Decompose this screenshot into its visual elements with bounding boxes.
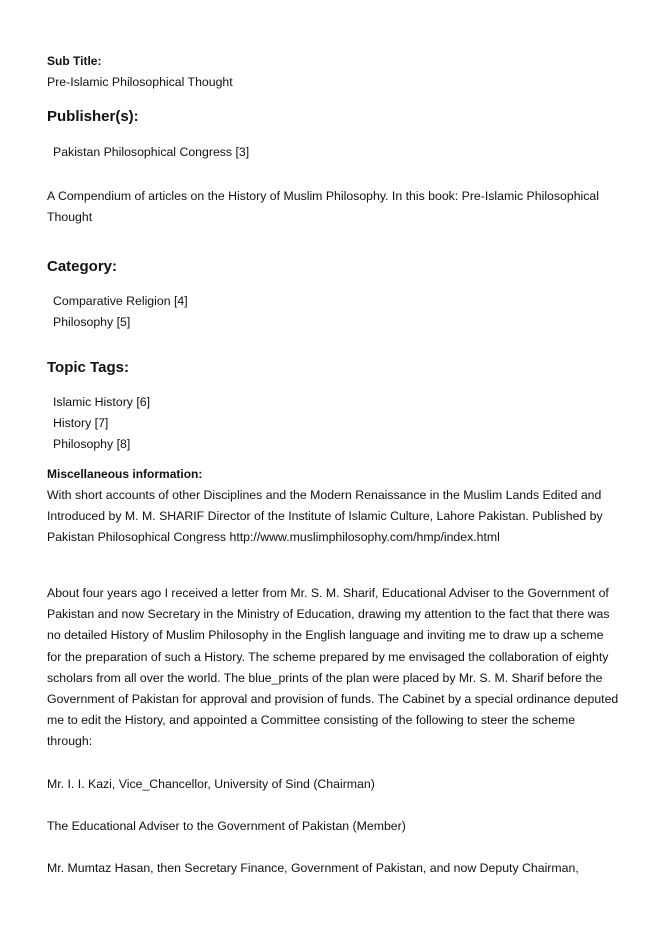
topic-tags-heading: Topic Tags: [47, 359, 129, 376]
publisher-link[interactable]: Pakistan Philosophical Congress [3] [53, 145, 250, 159]
subtitle-label: Sub Title: [47, 54, 102, 68]
topic-tag-link[interactable]: Islamic History [6] [53, 395, 151, 409]
book-description: A Compendium of articles on the History of Muslim Philosophy. In this book: Pre-Islamic Philosophical Thought [47, 189, 600, 225]
category-link[interactable]: Philosophy [5] [53, 315, 131, 329]
category-heading: Category: [47, 258, 118, 275]
topic-tag-link[interactable]: History [7] [53, 416, 109, 430]
committee-member: The Educational Adviser to the Government of Pakistan (Member) [47, 819, 406, 833]
misc-info-text: With short accounts of other Disciplines and the Modern Renaissance in the Muslim Lands Edited and Introduced by M. M. SHARIF Director of the Institute of Islamic Culture, Lahore Pakistan. Published by Pakistan Philosophical Congress http://www.muslimphilosophy.com/hmp/index.html [47, 488, 603, 545]
topic-tag-link[interactable]: Philosophy [8] [53, 437, 131, 451]
subtitle-value: Pre-Islamic Philosophical Thought [47, 75, 233, 89]
misc-info-heading: Miscellaneous information: [47, 467, 203, 481]
publishers-heading: Publisher(s): [47, 108, 139, 125]
committee-member: Mr. I. I. Kazi, Vice_Chancellor, University of Sind (Chairman) [47, 777, 375, 791]
category-link[interactable]: Comparative Religion [4] [53, 294, 188, 308]
committee-member: Mr. Mumtaz Hasan, then Secretary Finance, Government of Pakistan, and now Deputy Chairman, [47, 861, 579, 875]
body-paragraph: About four years ago I received a letter from Mr. S. M. Sharif, Educational Adviser to the Government of Pakistan and now Secretary in the Ministry of Education, drawing my attention to the fact that there was no detailed History of Muslim Philosophy in the English language and inviting me to draw up a scheme for the preparation of such a History. The scheme prepared by me envisaged the collaboration of eighty scholars from all over the world. The blue_prints of the plan were placed by Mr. S. M. Sharif before the Government of Pakistan for approval and provision of funds. The Cabinet by a special ordinance deputed me to edit the History, and appointed a Committee consisting of the following to steer the scheme through: [47, 586, 619, 749]
